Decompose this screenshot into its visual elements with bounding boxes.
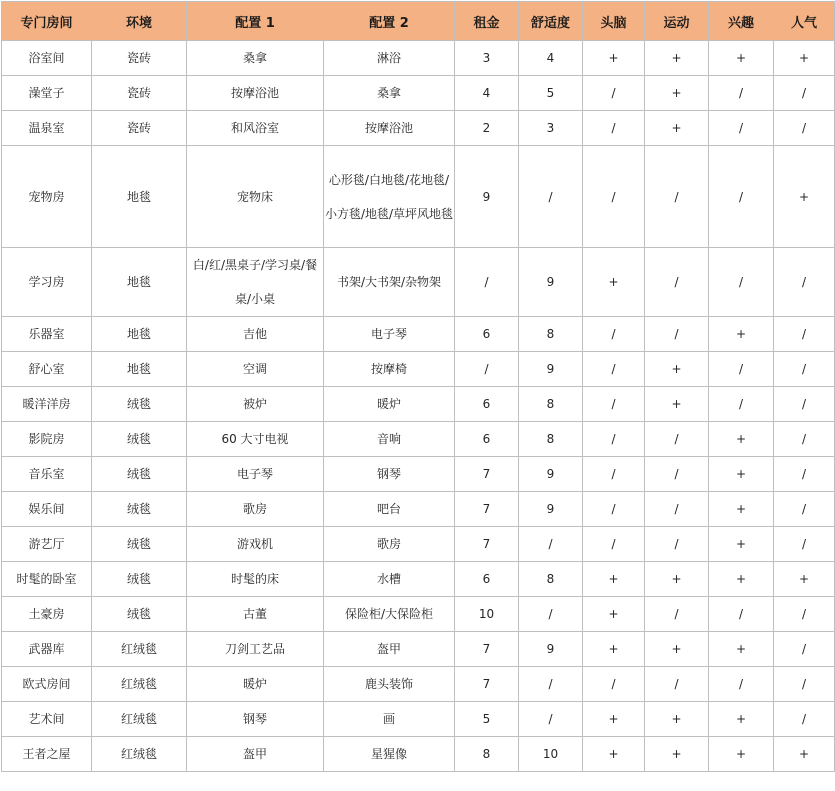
table-cell: 9 xyxy=(519,632,583,667)
table-row xyxy=(2,422,835,457)
table-cell: / xyxy=(583,76,645,111)
table-cell: / xyxy=(645,667,709,702)
table-cell: 舒心室 xyxy=(2,352,92,387)
table-cell: 时髦的床 xyxy=(187,562,324,597)
table-cell: / xyxy=(645,492,709,527)
table-cell: / xyxy=(519,702,583,737)
table-cell: 地毯 xyxy=(92,317,187,352)
table-cell: + xyxy=(709,492,774,527)
table-cell: 红绒毯 xyxy=(92,667,187,702)
table-cell: 歌房 xyxy=(324,527,455,562)
table-cell: 绒毯 xyxy=(92,597,187,632)
table-cell: + xyxy=(774,562,835,597)
table-cell: / xyxy=(519,527,583,562)
table-cell: 8 xyxy=(519,317,583,352)
table-cell: / xyxy=(709,146,774,248)
table-row xyxy=(2,317,835,352)
table-cell: 7 xyxy=(455,667,519,702)
table-cell: / xyxy=(709,111,774,146)
table-cell: 澡堂子 xyxy=(2,76,92,111)
table-cell: 水槽 xyxy=(324,562,455,597)
table-cell: / xyxy=(774,76,835,111)
table-cell: + xyxy=(709,457,774,492)
table-cell: + xyxy=(583,41,645,76)
table-cell: 吧台 xyxy=(324,492,455,527)
table-cell: 绒毯 xyxy=(92,527,187,562)
table-cell: / xyxy=(455,248,519,317)
table-cell: 绒毯 xyxy=(92,457,187,492)
table-cell: 瓷砖 xyxy=(92,111,187,146)
table-cell: 游艺厅 xyxy=(2,527,92,562)
table-cell: / xyxy=(645,457,709,492)
table-cell: 地毯 xyxy=(92,352,187,387)
table-cell: / xyxy=(774,317,835,352)
table-cell: 60 大寸电视 xyxy=(187,422,324,457)
table-cell: 2 xyxy=(455,111,519,146)
table-cell: 9 xyxy=(519,492,583,527)
table-cell: 音乐室 xyxy=(2,457,92,492)
table-cell: 6 xyxy=(455,317,519,352)
table-cell: / xyxy=(583,146,645,248)
table-cell: 6 xyxy=(455,562,519,597)
table-cell: 8 xyxy=(519,422,583,457)
table-row xyxy=(2,597,835,632)
table-cell: 4 xyxy=(455,76,519,111)
column-header: 运动 xyxy=(645,2,709,41)
table-cell: 红绒毯 xyxy=(92,702,187,737)
table-cell: / xyxy=(583,527,645,562)
column-header: 头脑 xyxy=(583,2,645,41)
table-cell: 画 xyxy=(324,702,455,737)
room-config-table xyxy=(1,1,835,772)
table-cell: / xyxy=(774,111,835,146)
table-cell: 3 xyxy=(519,111,583,146)
table-cell: 艺术间 xyxy=(2,702,92,737)
table-cell: 按摩椅 xyxy=(324,352,455,387)
table-cell: / xyxy=(774,527,835,562)
table-cell: 书架/大书架/杂物架 xyxy=(324,248,455,317)
table-row xyxy=(2,111,835,146)
table-cell: 宠物房 xyxy=(2,146,92,248)
table-cell: 星猩像 xyxy=(324,737,455,772)
table-cell: 5 xyxy=(519,76,583,111)
table-cell: + xyxy=(709,702,774,737)
table-cell: + xyxy=(774,737,835,772)
table-cell: 按摩浴池 xyxy=(187,76,324,111)
column-header: 人气 xyxy=(774,2,835,41)
table-cell: / xyxy=(774,387,835,422)
column-header: 配置 2 xyxy=(324,2,455,41)
table-cell: + xyxy=(709,632,774,667)
table-cell: 8 xyxy=(519,387,583,422)
table-cell: 影院房 xyxy=(2,422,92,457)
table-cell: 鹿头装饰 xyxy=(324,667,455,702)
table-cell: 盔甲 xyxy=(324,632,455,667)
column-header: 配置 1 xyxy=(187,2,324,41)
table-row xyxy=(2,41,835,76)
table-cell: 绒毯 xyxy=(92,562,187,597)
table-cell: / xyxy=(583,667,645,702)
table-cell: / xyxy=(519,597,583,632)
table-cell: / xyxy=(709,597,774,632)
table-cell: 桑拿 xyxy=(324,76,455,111)
table-cell: 绒毯 xyxy=(92,492,187,527)
table-row xyxy=(2,492,835,527)
table-row xyxy=(2,457,835,492)
table-cell: + xyxy=(709,422,774,457)
table-cell: / xyxy=(519,667,583,702)
table-row xyxy=(2,632,835,667)
column-header: 专门房间 xyxy=(2,2,92,41)
table-cell: / xyxy=(774,702,835,737)
table-cell: 5 xyxy=(455,702,519,737)
table-cell: 古董 xyxy=(187,597,324,632)
table-cell: 吉他 xyxy=(187,317,324,352)
table-cell: / xyxy=(583,352,645,387)
table-cell: / xyxy=(709,667,774,702)
table-cell: 保险柜/大保险柜 xyxy=(324,597,455,632)
table-cell: 绒毯 xyxy=(92,422,187,457)
table-cell: / xyxy=(583,422,645,457)
table-cell: 6 xyxy=(455,422,519,457)
table-cell: 7 xyxy=(455,527,519,562)
table-cell: 刀剑工艺品 xyxy=(187,632,324,667)
table-cell: 空调 xyxy=(187,352,324,387)
table-cell: 瓷砖 xyxy=(92,76,187,111)
table-cell: 9 xyxy=(519,352,583,387)
table-cell: / xyxy=(583,387,645,422)
table-cell: + xyxy=(709,317,774,352)
column-header: 兴趣 xyxy=(709,2,774,41)
table-cell: 7 xyxy=(455,457,519,492)
table-cell: 7 xyxy=(455,492,519,527)
table-cell: 游戏机 xyxy=(187,527,324,562)
table-cell: 瓷砖 xyxy=(92,41,187,76)
table-cell: 绒毯 xyxy=(92,387,187,422)
table-row xyxy=(2,76,835,111)
table-cell: 8 xyxy=(455,737,519,772)
table-cell: / xyxy=(774,352,835,387)
table-cell: 8 xyxy=(519,562,583,597)
table-row xyxy=(2,248,835,317)
table-cell: 10 xyxy=(519,737,583,772)
table-cell: 钢琴 xyxy=(187,702,324,737)
table-cell: 暖炉 xyxy=(324,387,455,422)
table-row xyxy=(2,702,835,737)
table-cell: 土豪房 xyxy=(2,597,92,632)
table-cell: + xyxy=(645,702,709,737)
table-cell: 暖洋洋房 xyxy=(2,387,92,422)
table-row xyxy=(2,387,835,422)
table-cell: 10 xyxy=(455,597,519,632)
table-cell: 淋浴 xyxy=(324,41,455,76)
table-cell: + xyxy=(774,146,835,248)
table-cell: 学习房 xyxy=(2,248,92,317)
table-cell: / xyxy=(583,492,645,527)
table-cell: 武器库 xyxy=(2,632,92,667)
table-cell: 被炉 xyxy=(187,387,324,422)
table-cell: + xyxy=(774,41,835,76)
table-cell: / xyxy=(774,457,835,492)
table-row xyxy=(2,146,835,248)
table-cell: / xyxy=(455,352,519,387)
table-cell: 地毯 xyxy=(92,248,187,317)
table-cell: 乐器室 xyxy=(2,317,92,352)
table-cell: 白/红/黑桌子/学习桌/餐桌/小桌 xyxy=(187,248,324,317)
column-header: 环境 xyxy=(92,2,187,41)
table-cell: / xyxy=(645,146,709,248)
table-cell: 暖炉 xyxy=(187,667,324,702)
table-cell: + xyxy=(583,597,645,632)
table-cell: 电子琴 xyxy=(187,457,324,492)
table-cell: 钢琴 xyxy=(324,457,455,492)
table-cell: / xyxy=(709,76,774,111)
table-row xyxy=(2,562,835,597)
table-cell: / xyxy=(709,248,774,317)
table-cell: + xyxy=(645,737,709,772)
table-cell: 4 xyxy=(519,41,583,76)
table-cell: 和风浴室 xyxy=(187,111,324,146)
table-cell: / xyxy=(583,317,645,352)
table-cell: 电子琴 xyxy=(324,317,455,352)
table-cell: 红绒毯 xyxy=(92,737,187,772)
table-cell: + xyxy=(583,632,645,667)
table-cell: / xyxy=(709,387,774,422)
table-row xyxy=(2,352,835,387)
table-cell: / xyxy=(774,632,835,667)
table-cell: / xyxy=(645,597,709,632)
table-cell: + xyxy=(645,632,709,667)
table-cell: 温泉室 xyxy=(2,111,92,146)
table-cell: + xyxy=(583,562,645,597)
table-cell: / xyxy=(583,111,645,146)
table-cell: 桑拿 xyxy=(187,41,324,76)
table-cell: / xyxy=(645,527,709,562)
table-cell: / xyxy=(774,248,835,317)
table-cell: / xyxy=(583,457,645,492)
table-row xyxy=(2,737,835,772)
table-cell: 9 xyxy=(519,248,583,317)
table-cell: 心形毯/白地毯/花地毯/小方毯/地毯/草坪风地毯 xyxy=(324,146,455,248)
column-header: 舒适度 xyxy=(519,2,583,41)
table-cell: 7 xyxy=(455,632,519,667)
column-header: 租金 xyxy=(455,2,519,41)
table-cell: 娱乐间 xyxy=(2,492,92,527)
table-cell: 6 xyxy=(455,387,519,422)
table-cell: + xyxy=(645,76,709,111)
table-cell: / xyxy=(645,248,709,317)
table-cell: + xyxy=(709,737,774,772)
table-cell: 歌房 xyxy=(187,492,324,527)
table-cell: + xyxy=(709,527,774,562)
table-cell: + xyxy=(709,562,774,597)
table-cell: / xyxy=(519,146,583,248)
table-cell: + xyxy=(583,737,645,772)
table-cell: + xyxy=(709,41,774,76)
table-header-row xyxy=(2,2,835,41)
table-row xyxy=(2,527,835,562)
table-cell: 时髦的卧室 xyxy=(2,562,92,597)
table-cell: 浴室间 xyxy=(2,41,92,76)
table-row xyxy=(2,667,835,702)
table-cell: / xyxy=(709,352,774,387)
table-cell: 宠物床 xyxy=(187,146,324,248)
table-cell: + xyxy=(645,562,709,597)
table-cell: / xyxy=(645,317,709,352)
table-cell: / xyxy=(774,492,835,527)
table-cell: + xyxy=(583,702,645,737)
table-cell: + xyxy=(645,387,709,422)
table-cell: / xyxy=(774,667,835,702)
table-cell: / xyxy=(774,422,835,457)
table-cell: 王者之屋 xyxy=(2,737,92,772)
table-cell: 9 xyxy=(519,457,583,492)
table-cell: 欧式房间 xyxy=(2,667,92,702)
table-cell: / xyxy=(645,422,709,457)
table-cell: 音响 xyxy=(324,422,455,457)
table-cell: 9 xyxy=(455,146,519,248)
table-cell: + xyxy=(645,41,709,76)
table-cell: 地毯 xyxy=(92,146,187,248)
table-cell: + xyxy=(645,352,709,387)
table-cell: + xyxy=(583,248,645,317)
table-cell: 按摩浴池 xyxy=(324,111,455,146)
table-cell: 盔甲 xyxy=(187,737,324,772)
table-cell: / xyxy=(774,597,835,632)
table-cell: 3 xyxy=(455,41,519,76)
table-cell: 红绒毯 xyxy=(92,632,187,667)
table-cell: + xyxy=(645,111,709,146)
